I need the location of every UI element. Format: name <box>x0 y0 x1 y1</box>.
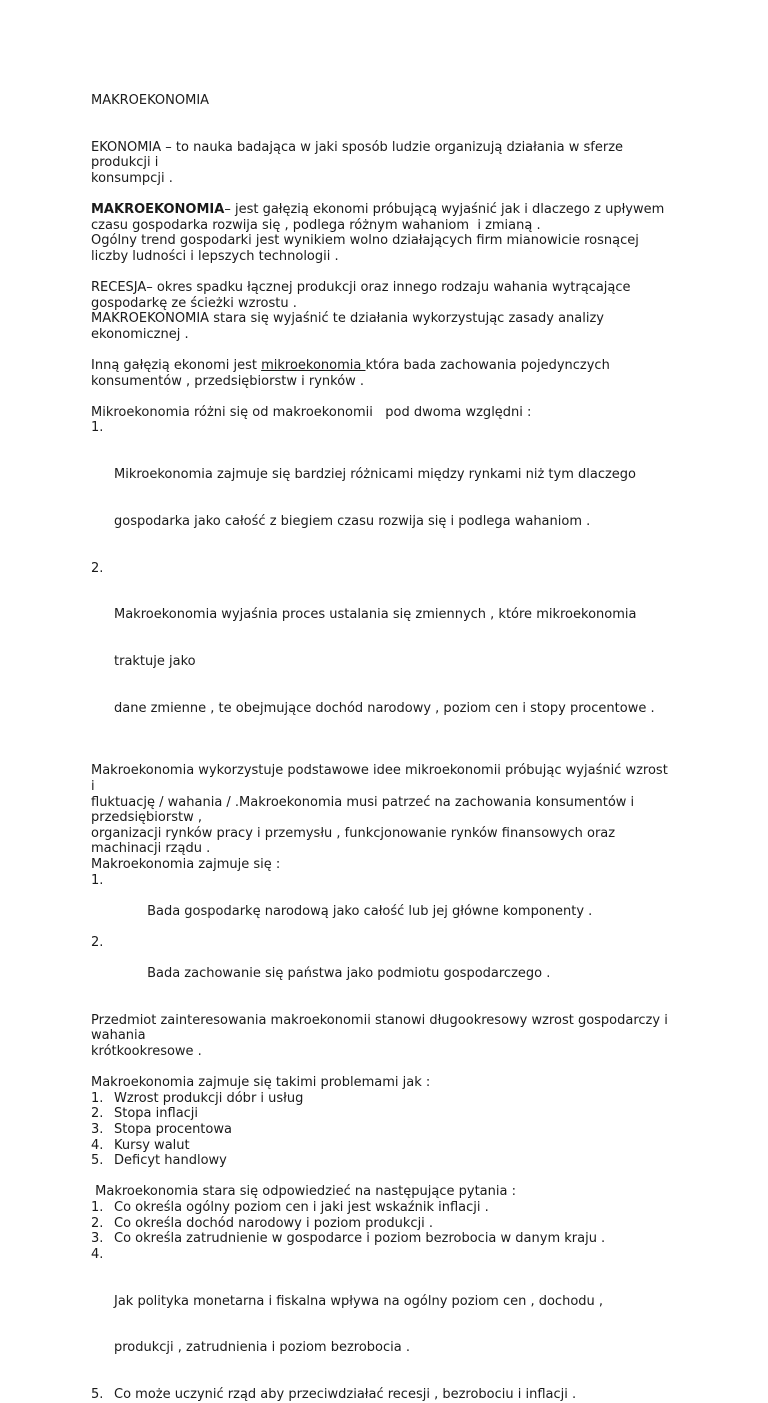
list-text: traktuje jako <box>114 654 196 670</box>
paragraph-recesja <box>91 280 671 342</box>
text-line: RECESJA– okres spadku łącznej produkcji oraz innego rodzaju wahania wytrącające <box>91 279 631 295</box>
list-item <box>91 1200 671 1216</box>
list-item <box>91 1106 671 1122</box>
list-item <box>91 420 671 560</box>
text-line <box>91 358 671 374</box>
list-item <box>91 561 671 748</box>
list-number: 2. <box>91 934 104 950</box>
list-number: 1. <box>91 1090 104 1106</box>
list-text: Co określa dochód narodowy i poziom produkcji . <box>114 1215 434 1231</box>
text-line: Makroekonomia zajmuje się takimi problemami jak : <box>91 1075 431 1091</box>
text-line: ekonomicznej . <box>91 326 189 342</box>
list-number: 2. <box>91 560 104 576</box>
list-number: 4. <box>91 1137 104 1153</box>
text-line: przedsiębiorstw , <box>91 810 202 826</box>
list-text: Co określa zatrudnienie w gospodarce i poziom bezrobocia w danym kraju . <box>114 1231 606 1247</box>
scope-list <box>91 873 671 998</box>
list-text: Co może uczynić rząd aby przeciwdziałać recesji , bezrobociu i inflacji . <box>114 1387 577 1403</box>
list-text: Jak polityka monetarna i fiskalna wpływa na ogólny poziom cen , dochodu , <box>114 1293 604 1309</box>
list-number: 2. <box>91 1215 104 1231</box>
text-line: czasu gospodarka rozwija się , podlega różnym wahaniom i zmianą . <box>91 217 541 233</box>
text-line: organizacji rynków pracy i przemysłu , funkcjonowanie rynków finansowych oraz <box>91 825 616 841</box>
list-text: Makroekonomia wyjaśnia proces ustalania się zmiennych , które mikroekonomia <box>114 607 637 623</box>
questions-list <box>91 1200 671 1403</box>
text-line: liczby ludności i lepszych technologii . <box>91 248 339 264</box>
spacer <box>91 1060 671 1076</box>
text-line: Makroekonomia wykorzystuje podstawowe idee mikroekonomii próbując wyjaśnić wzrost <box>91 763 668 779</box>
problems-list <box>91 1091 671 1169</box>
text-line: konsumpcji . <box>91 170 173 186</box>
list-item <box>91 1138 671 1154</box>
spacer <box>91 264 671 280</box>
list-text: Deficyt handlowy <box>114 1153 227 1169</box>
text-line: MAKROEKONOMIA stara się wyjaśnić te działania wykorzystując zasady analizy <box>91 311 604 327</box>
text-line: Mikroekonomia różni się od makroekonomii pod dwoma względni : <box>91 404 532 420</box>
paragraph-ekonomia-definition <box>91 140 671 187</box>
list-text: Mikroekonomia zajmuje się bardziej różnicami między rynkami niż tym dlaczego <box>114 467 637 483</box>
list-text: Bada gospodarkę narodową jako całość lub jej główne komponenty . <box>147 903 593 919</box>
paragraph-problems <box>91 1075 671 1169</box>
list-item <box>91 1216 671 1232</box>
list-item <box>91 1153 671 1169</box>
text-run: Inną gałęzią ekonomi jest <box>91 357 262 373</box>
text-line: i <box>91 778 95 794</box>
list-item <box>91 1231 671 1247</box>
spacer <box>91 389 671 405</box>
spacer <box>91 997 671 1013</box>
text-line: produkcji i <box>91 155 159 171</box>
text-run: – jest gałęzią ekonomi próbującą wyjaśnić jak i dlaczego z upływem <box>224 201 665 217</box>
spacer <box>91 342 671 358</box>
differences-list <box>91 420 671 747</box>
paragraph-scope <box>91 763 671 997</box>
list-text: dane zmienne , te obejmujące dochód narodowy , poziom cen i stopy procentowe . <box>114 700 655 716</box>
spacer <box>91 1169 671 1185</box>
text-line: Makroekonomia zajmuje się : <box>91 856 281 872</box>
text-line: konsumentów , przedsiębiorstw i rynków . <box>91 373 365 389</box>
list-item <box>91 1122 671 1138</box>
document-title: MAKROEKONOMIA <box>91 93 210 108</box>
list-number: 5. <box>91 1387 104 1403</box>
text-line: Makroekonomia stara się odpowiedzieć na następujące pytania : <box>91 1184 516 1200</box>
spacer <box>91 109 671 140</box>
text-line: wahania <box>91 1028 146 1044</box>
text-line: krótkookresowe . <box>91 1044 202 1060</box>
list-number: 1. <box>91 1199 104 1215</box>
list-item <box>91 1387 671 1403</box>
list-item <box>91 1247 671 1387</box>
text-run: która bada zachowania pojedynczych <box>365 357 610 373</box>
list-item <box>91 1091 671 1107</box>
list-number: 4. <box>91 1246 104 1262</box>
bold-term: MAKROEKONOMIA <box>91 201 225 217</box>
list-number: 3. <box>91 1122 104 1137</box>
list-text: produkcji , zatrudnienia i poziom bezrobocia . <box>114 1340 410 1356</box>
paragraph-makroekonomia-definition <box>91 202 671 264</box>
spacer <box>91 186 671 202</box>
list-item <box>91 935 671 997</box>
list-item <box>91 873 671 935</box>
list-text: Stopa inflacji <box>114 1106 199 1122</box>
list-text: Kursy walut <box>114 1137 190 1153</box>
paragraph-subject <box>91 1013 671 1060</box>
text-line: EKONOMIA – to nauka badająca w jaki sposób ludzie organizują działania w sferze <box>91 139 624 155</box>
text-line: Przedmiot zainteresowania makroekonomii stanowi długookresowy wzrost gospodarczy i <box>91 1012 668 1028</box>
document-page <box>91 93 671 1403</box>
list-text: gospodarka jako całość z biegiem czasu rozwija się i podlega wahaniom . <box>114 513 591 529</box>
text-line <box>91 202 671 218</box>
list-text: Stopa procentowa <box>114 1122 232 1137</box>
list-text: Bada zachowanie się państwa jako podmiotu gospodarczego . <box>147 966 551 982</box>
list-text: Co określa ogólny poziom cen i jaki jest wskaźnik inflacji . <box>114 1199 489 1215</box>
spacer <box>91 748 671 764</box>
text-line: machinacji rządu . <box>91 841 211 857</box>
paragraph-mikroekonomia <box>91 358 671 389</box>
underlined-term: mikroekonomia <box>261 357 366 373</box>
list-number: 1. <box>91 420 104 436</box>
text-line: fluktuację / wahania / .Makroekonomia musi patrzeć na zachowania konsumentów i <box>91 794 635 810</box>
paragraph-questions <box>91 1184 671 1402</box>
paragraph-differences <box>91 405 671 748</box>
text-line: Ogólny trend gospodarki jest wynikiem wolno działających firm mianowicie rosnącej <box>91 233 639 249</box>
list-text: Wzrost produkcji dóbr i usług <box>114 1090 304 1106</box>
text-line: gospodarkę ze ścieżki wzrostu . <box>91 295 297 311</box>
list-number: 5. <box>91 1153 104 1169</box>
list-number: 2. <box>91 1106 104 1122</box>
list-number: 1. <box>91 872 104 888</box>
list-number: 3. <box>91 1231 104 1247</box>
